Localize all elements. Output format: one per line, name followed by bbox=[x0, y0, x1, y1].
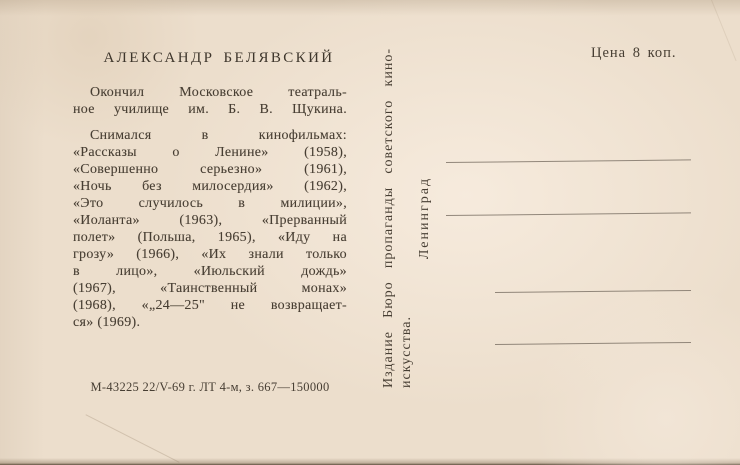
filmography-text-line: «Иоланта» (1963), «Прерванный bbox=[73, 213, 347, 228]
price-label: Цена 8 коп. bbox=[591, 45, 677, 61]
filmography-text-line: в лицо», «Июльский дождь» bbox=[73, 264, 347, 279]
bio-text-line: ное училище им. Б. В. Щукина. bbox=[73, 102, 347, 117]
address-line bbox=[446, 212, 691, 216]
filmography-text-line: грозу» (1966), «Их знали только bbox=[73, 247, 347, 262]
filmography-text-line: Снимался в кинофильмах: bbox=[90, 128, 347, 143]
publisher-line-2: искусства. bbox=[399, 316, 414, 388]
actor-name-title: АЛЕКСАНДР БЕЛЯВСКИЙ bbox=[103, 50, 335, 66]
publisher-rotated-block bbox=[380, 48, 434, 388]
bio-paragraph-education bbox=[73, 84, 347, 118]
filmography-text-line: полет» (Польша, 1965), «Иду на bbox=[73, 230, 347, 245]
address-line bbox=[495, 342, 691, 345]
filmography-text-line: (1967), «Таинственный монах» bbox=[73, 281, 347, 296]
filmography-text-line: «Совершенно серьезно» (1961), bbox=[73, 162, 347, 177]
publisher-line-1: Издание Бюро пропаганды советского кино- bbox=[381, 48, 396, 388]
publisher-city: Ленинград bbox=[417, 176, 432, 260]
bio-column bbox=[73, 0, 347, 465]
bio-paragraph-films bbox=[73, 127, 347, 331]
filmography-text-line: (1968), «„24—25" не возвращает- bbox=[73, 298, 347, 313]
paper-crease bbox=[709, 0, 736, 61]
address-line bbox=[495, 290, 691, 293]
address-line bbox=[446, 159, 691, 163]
filmography-text-line: ся» (1969). bbox=[73, 315, 141, 330]
filmography-text-line: «Ночь без милосердия» (1962), bbox=[73, 179, 347, 194]
print-run-imprint: М-43225 22/V-69 г. ЛТ 4-м, з. 667—150000 bbox=[90, 380, 330, 394]
bio-text-line: Окончил Московское театраль- bbox=[90, 85, 347, 100]
filmography-text-line: «Рассказы о Ленине» (1958), bbox=[73, 145, 347, 160]
filmography-text-line: «Это случилось в милиции», bbox=[73, 196, 347, 211]
